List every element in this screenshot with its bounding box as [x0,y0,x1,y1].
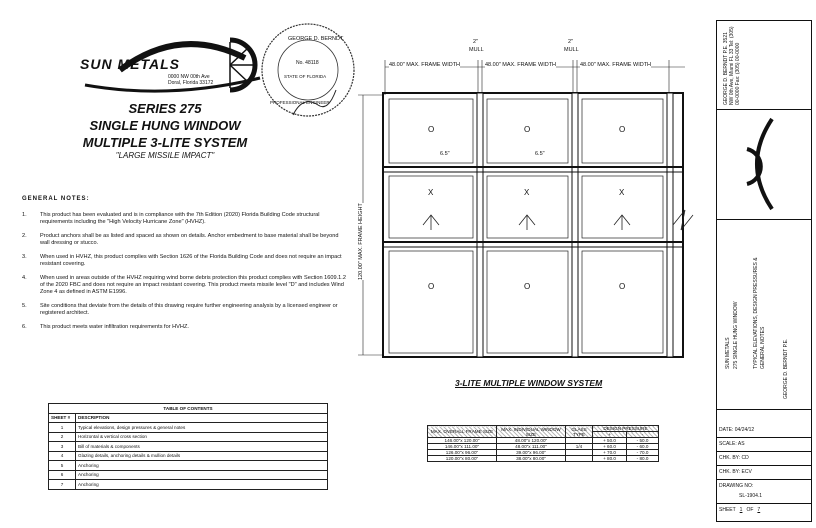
seal-license: No. 48118 [296,60,319,66]
spec-col-overall: MAX. OVERALL FRAME SIZE [428,426,497,438]
width-dim-1: 48.00" MAX. FRAME WIDTH [389,62,461,68]
table-row: 126.00"x 96.00" 39.00"x 96.00" + 70.0 - 70.0 [428,450,659,456]
system-name: 3-LITE MULTIPLE WINDOW SYSTEM [455,378,603,388]
tb-drawing-no: SL-1904.1 [739,493,763,499]
tb-sheet: SHEET 1 OF 7 [719,507,761,513]
tb-sheet-num: 1 [739,507,743,513]
spec-col-plus: + [593,432,627,438]
tb-sheet-desc: TYPICAL ELEVATIONS, DESIGN PRESSURES & GENERAL NOTES [753,257,766,369]
tb-drawn-by: GEORGE D. BERNDT P.E. [783,338,789,399]
table-row: 4 Glazing details, anchoring details & mullion details [49,451,328,461]
general-note-item: 6. This product meets water infiltration requirements for HVHZ. [22,324,189,330]
tb-chk-by-2: CHK. BY: ECV [719,469,752,475]
tb-consultant: GEORGE D. BERNDT P.E. 3521 NW 0th Ave, Miami FL 33 Tel: (305) 00-0000 Fax: (305) 00-0000 [723,26,741,105]
title-line-1: SERIES 275 [128,101,202,116]
toc-col-desc: DESCRIPTION [76,413,328,423]
tb-logo-box [717,109,811,220]
tb-scale: SCALE: AS [719,441,745,447]
company-name: SUN METALS [80,56,180,72]
dim-small-2: 6.5" [535,151,545,157]
table-row: 7 Anchoring [49,480,328,490]
table-row: 146.00"x 120.00" 48.00"x 120.00" + 50.0 - 50.0 [428,438,659,444]
table-row: 146.00"x 111.00" 48.00"x 111.00" 1/4 + 60.0 - 60.0 [428,444,659,450]
vent-mark: X [524,188,530,197]
drawing-title [70,100,260,160]
spec-col-pressure: DESIGN PRESSURE [593,426,659,432]
fixed-mark: O [619,125,626,134]
width-dim-2: 48.00" MAX. FRAME WIDTH [485,62,557,68]
general-notes-list [22,212,347,338]
spec-col-glass: GLASS TYPE [566,426,593,438]
tb-logo-icon [717,109,811,219]
seal-role: PROFESSIONAL ENGINEER [270,100,330,105]
spec-col-minus: - [627,432,659,438]
mull-label-2b: MULL [564,47,579,53]
design-pressure-table [427,425,659,462]
table-row: 3 Bill of materials & components [49,442,328,452]
tb-product: SUN METALS [725,337,731,369]
fixed-mark: O [428,125,435,134]
mull-label-2a: 2" [568,39,574,45]
fixed-mark: O [524,282,531,291]
spec-col-individual: MAX. INDIVIDUAL WINDOW SIZE [497,426,566,438]
table-row: 5 Anchoring [49,461,328,471]
title-block [716,20,812,522]
fixed-mark: O [619,282,626,291]
general-note-item: 3. When used in HVHZ, this product complies with Section 1626 of the Florida Building Code and does not require an impact resistant covering. [22,254,342,267]
table-row: 2 Horizontal & vertical cross section [49,432,328,442]
table-row: 1 Typical elevations, design pressures & general notes [49,423,328,433]
mull-label-1a: 2" [473,39,479,45]
seal-name: GEORGE D. BERNDT [288,36,344,42]
company-logo [80,30,270,100]
table-row: 120.00"x 80.00" 38.00"x 80.00" + 80.0 - 80.0 [428,456,659,462]
title-subtitle: "LARGE MISSILE IMPACT" [115,151,215,160]
tb-consultant-box [717,21,811,110]
height-dim: 120.00" MAX. FRAME HEIGHT [358,203,364,280]
fixed-mark: O [428,282,435,291]
general-notes-heading: GENERAL NOTES: [22,196,90,202]
title-line-3: MULTIPLE 3-LITE SYSTEM [82,135,248,150]
tb-desc-box [717,219,811,410]
seal-state: STATE OF FLORIDA [284,74,327,79]
company-address-2: Doral, Florida 33172 [168,80,214,86]
elevation-drawing [355,15,710,385]
engineer-seal [258,20,358,120]
general-note-item: 1. This product has been evaluated and is in compliance with the 7th Edition (2020) Florida Building Code structural requirements including the "High Velocity Hurricane Zone" (HVHZ). [22,212,320,225]
company-address-1: 0000 NW 00th Ave [168,74,210,80]
dim-small-1: 6.5" [440,151,450,157]
tb-series: 275 SINGLE HUNG WINDOW [733,301,739,369]
general-note-item: 2. Product anchors shall be as listed and spaced as shown on details. Anchor embedment to base material shall be beyond wall dressing or stucco. [22,233,339,246]
tb-drawing-no-label: DRAWING NO: [719,483,754,489]
general-note-item: 5. Site conditions that deviate from the details of this drawing require further engineering analysis by a licensed engineer or registered architect. [22,303,338,316]
mull-label-1b: MULL [469,47,484,53]
title-line-2: SINGLE HUNG WINDOW [89,118,241,133]
width-dim-3: 48.00" MAX. FRAME WIDTH [580,62,652,68]
general-note-item: 4. When used in areas outside of the HVHZ requiring wind borne debris protection this product complies with Section 1609.1.2 of the 2020 FBC and does not require an impact resistant covering. This product meets missile level "D" and includes Wind Zone 4 as defined in ASTM E1996. [22,275,346,295]
fixed-mark: O [524,125,531,134]
toc-col-sheet: SHEET # [49,413,76,423]
window-elevation [355,15,710,385]
tb-sheet-total: 7 [757,507,761,513]
table-row: 6 Anchoring [49,470,328,480]
toc-title: TABLE OF CONTENTS [49,404,328,414]
tb-chk-by: CHK. BY: CD [719,455,749,461]
seal-icon [258,20,358,120]
vent-mark: X [619,188,625,197]
table-of-contents [48,403,328,490]
vent-mark: X [428,188,434,197]
tb-date: DATE: 04/24/12 [719,427,755,433]
